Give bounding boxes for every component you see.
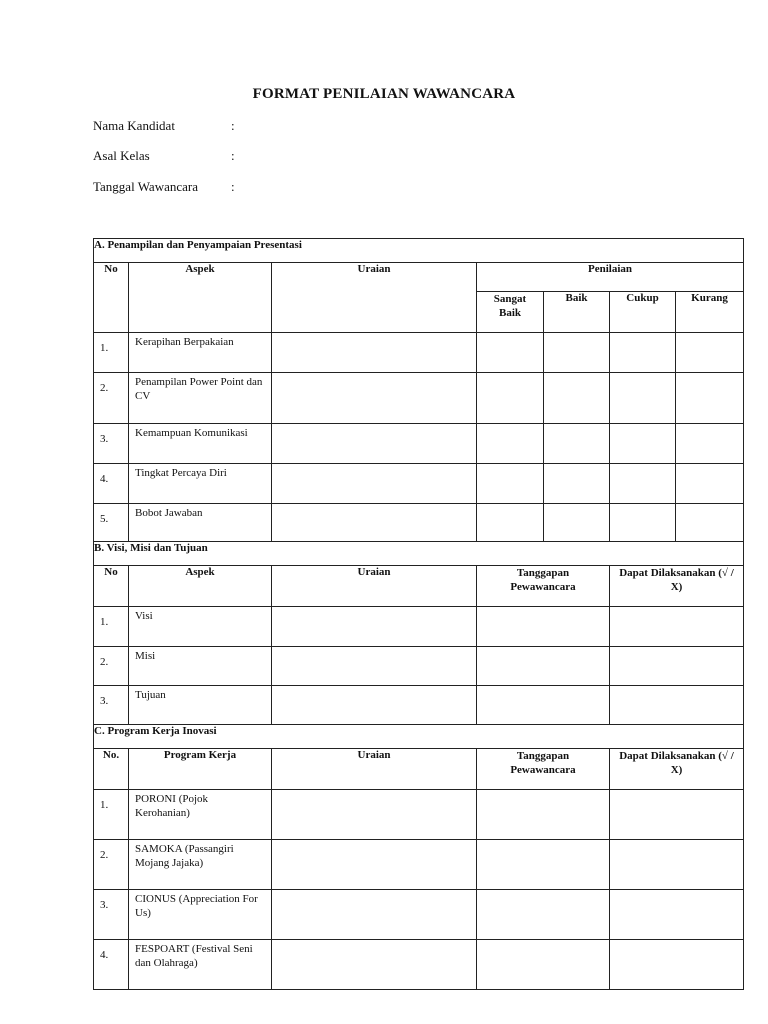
col-uraian: Uraian [272,263,477,333]
field-nama-kandidat [93,118,235,134]
dapat-dilaksanakan-cell[interactable] [610,940,744,990]
row-aspek: Tingkat Percaya Diri [129,464,272,504]
sangat-baik-cell[interactable] [477,424,544,464]
kurang-cell[interactable] [676,464,744,504]
baik-cell[interactable] [544,333,610,373]
uraian-cell[interactable] [272,647,477,686]
col-penilaian: Penilaian [477,263,744,292]
field-tanggal-wawancara [93,179,235,195]
tanggapan-cell[interactable] [477,840,610,890]
tanggapan-cell[interactable] [477,686,610,725]
table-row [94,333,744,373]
col-tanggapan: Tanggapan Pewawancara [477,749,610,790]
table-row [94,647,744,686]
cukup-cell[interactable] [610,333,676,373]
col-dapat-dilaksanakan: Dapat Dilaksanakan (√ / X) [610,566,744,607]
field-colon: : [231,148,235,163]
uraian-cell[interactable] [272,333,477,373]
section-a-title: A. Penampilan dan Penyampaian Presentasi [94,239,744,263]
cukup-cell[interactable] [610,504,676,542]
kurang-cell[interactable] [676,333,744,373]
dapat-dilaksanakan-cell[interactable] [610,790,744,840]
tanggapan-cell[interactable] [477,940,610,990]
row-number: 1. [94,333,129,373]
tanggapan-cell[interactable] [477,790,610,840]
uraian-cell[interactable] [272,504,477,542]
col-baik: Baik [544,292,610,333]
section-b-title: B. Visi, Misi dan Tujuan [94,542,744,566]
kurang-cell[interactable] [676,424,744,464]
cukup-cell[interactable] [610,424,676,464]
baik-cell[interactable] [544,464,610,504]
sangat-baik-cell[interactable] [477,464,544,504]
row-aspek: Visi [129,607,272,647]
row-number: 2. [94,373,129,424]
col-no: No [94,566,129,607]
sangat-baik-cell[interactable] [477,373,544,424]
uraian-cell[interactable] [272,686,477,725]
col-tanggapan: Tanggapan Pewawancara [477,566,610,607]
table-row [94,424,744,464]
table-row [94,940,744,990]
dapat-dilaksanakan-cell[interactable] [610,647,744,686]
section-a-column-headers [94,263,744,292]
col-uraian: Uraian [272,566,477,607]
baik-cell[interactable] [544,373,610,424]
table-row [94,890,744,940]
field-label: Asal Kelas [93,148,150,163]
kurang-cell[interactable] [676,373,744,424]
field-label: Nama Kandidat [93,118,175,133]
row-program: FESPOART (Festival Seni dan Olahraga) [129,940,272,990]
table-row [94,464,744,504]
col-kurang: Kurang [676,292,744,333]
row-number: 1. [94,607,129,647]
kurang-cell[interactable] [676,504,744,542]
section-a-header [94,239,744,263]
section-b-column-headers [94,566,744,607]
tanggapan-cell[interactable] [477,607,610,647]
dapat-dilaksanakan-cell[interactable] [610,890,744,940]
row-aspek: Kemampuan Komunikasi [129,424,272,464]
row-number: 4. [94,940,129,990]
cukup-cell[interactable] [610,373,676,424]
assessment-table [93,238,744,990]
col-no: No. [94,749,129,790]
row-number: 2. [94,647,129,686]
table-row [94,607,744,647]
uraian-cell[interactable] [272,890,477,940]
row-number: 3. [94,686,129,725]
col-sangat-baik: Sangat Baik [477,292,544,333]
baik-cell[interactable] [544,504,610,542]
col-uraian: Uraian [272,749,477,790]
table-row [94,840,744,890]
section-c-title: C. Program Kerja Inovasi [94,725,744,749]
sangat-baik-cell[interactable] [477,333,544,373]
col-cukup: Cukup [610,292,676,333]
field-colon: : [231,118,235,133]
section-c-header [94,725,744,749]
row-program: SAMOKA (Passangiri Mojang Jajaka) [129,840,272,890]
tanggapan-cell[interactable] [477,647,610,686]
table-row [94,686,744,725]
col-aspek: Aspek [129,263,272,333]
row-number: 4. [94,464,129,504]
uraian-cell[interactable] [272,840,477,890]
row-number: 1. [94,790,129,840]
row-aspek: Penampilan Power Point dan CV [129,373,272,424]
page-title: FORMAT PENILAIAN WAWANCARA [252,86,516,102]
uraian-cell[interactable] [272,607,477,647]
field-colon: : [231,179,235,194]
col-program-kerja: Program Kerja [129,749,272,790]
field-label: Tanggal Wawancara [93,179,198,194]
row-number: 5. [94,504,129,542]
col-no: No [94,263,129,333]
cukup-cell[interactable] [610,464,676,504]
section-c-column-headers [94,749,744,790]
row-number: 3. [94,424,129,464]
col-aspek: Aspek [129,566,272,607]
row-aspek: Bobot Jawaban [129,504,272,542]
dapat-dilaksanakan-cell[interactable] [610,686,744,725]
tanggapan-cell[interactable] [477,890,610,940]
uraian-cell[interactable] [272,373,477,424]
baik-cell[interactable] [544,424,610,464]
dapat-dilaksanakan-cell[interactable] [610,607,744,647]
table-row [94,790,744,840]
row-aspek: Kerapihan Berpakaian [129,333,272,373]
uraian-cell[interactable] [272,790,477,840]
sangat-baik-cell[interactable] [477,504,544,542]
table-row [94,504,744,542]
row-program: CIONUS (Appreciation For Us) [129,890,272,940]
uraian-cell[interactable] [272,464,477,504]
col-dapat-dilaksanakan: Dapat Dilaksanakan (√ / X) [610,749,744,790]
field-asal-kelas [93,148,235,164]
row-aspek: Tujuan [129,686,272,725]
row-aspek: Misi [129,647,272,686]
uraian-cell[interactable] [272,940,477,990]
row-number: 3. [94,890,129,940]
dapat-dilaksanakan-cell[interactable] [610,840,744,890]
table-row [94,373,744,424]
section-b-header [94,542,744,566]
uraian-cell[interactable] [272,424,477,464]
row-program: PORONI (Pojok Kerohanian) [129,790,272,840]
row-number: 2. [94,840,129,890]
